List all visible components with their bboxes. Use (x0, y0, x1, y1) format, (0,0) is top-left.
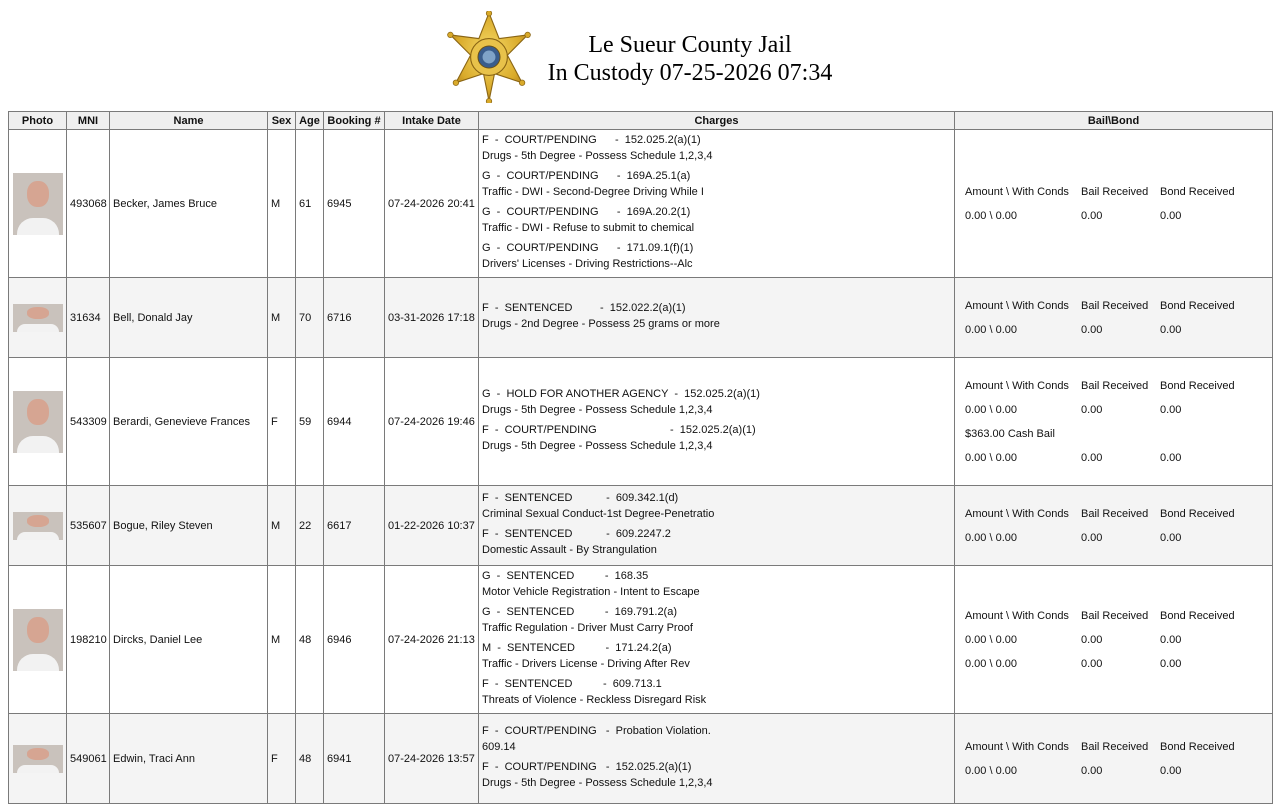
bail-note: $363.00 Cash Bail (965, 427, 1055, 440)
booking-cell: 6716 (324, 278, 385, 358)
bail-value: 0.00 \ 0.00 (965, 451, 1017, 464)
charge-status-statute: F - SENTENCED - 609.2247.2 (482, 527, 671, 540)
bail-cell (955, 566, 1273, 714)
sex-cell: M (268, 278, 296, 358)
bail-value: 0.00 \ 0.00 (965, 531, 1017, 544)
intake-date-cell: 03-31-2026 17:18 (385, 278, 479, 358)
charge-entry (482, 240, 951, 272)
charge-description: Criminal Sexual Conduct-1st Degree-Penetratio (482, 507, 715, 520)
charge-status-statute: G - COURT/PENDING - 171.09.1(f)(1) (482, 241, 694, 254)
booking-cell: 6944 (324, 358, 385, 486)
bail-cell (955, 486, 1273, 566)
charges-cell (479, 714, 955, 804)
intake-date-cell: 07-24-2026 21:13 (385, 566, 479, 714)
name-cell: Dircks, Daniel Lee (110, 566, 268, 714)
charge-status-statute: F - SENTENCED - 609.713.1 (482, 677, 662, 690)
bail-value: 0.00 (1160, 764, 1182, 777)
col-mni: MNI (67, 112, 110, 130)
charge-entry (482, 490, 951, 522)
bail-label-amount: Amount \ With Conds (965, 740, 1069, 753)
charge-entry (482, 568, 951, 600)
charges-cell (479, 486, 955, 566)
charge-status-statute: F - COURT/PENDING - 152.025.2(a)(1) (482, 760, 692, 773)
bail-cell (955, 358, 1273, 486)
bail-value: 0.00 \ 0.00 (965, 323, 1017, 336)
bail-grid (958, 604, 1269, 652)
bail-label-received: Bail Received (1081, 507, 1149, 520)
table-header-row (9, 112, 1273, 130)
sex-cell: F (268, 714, 296, 804)
charges-cell (479, 566, 955, 714)
inmate-table (8, 111, 1273, 804)
intake-date-cell: 07-24-2026 13:57 (385, 714, 479, 804)
bail-value: 0.00 \ 0.00 (965, 403, 1017, 416)
charge-status-statute: F - COURT/PENDING - 152.025.2(a)(1) (482, 133, 701, 146)
bail-value: 0.00 (1160, 451, 1182, 464)
mugshot-photo[interactable] (13, 609, 63, 671)
mni-cell: 31634 (67, 278, 110, 358)
charge-entry (482, 422, 951, 454)
bail-label-bond: Bond Received (1160, 740, 1235, 753)
bail-grid-extra (958, 652, 1269, 676)
bail-label-bond: Bond Received (1160, 379, 1235, 392)
bail-label-bond: Bond Received (1160, 609, 1235, 622)
bail-value: 0.00 (1160, 209, 1182, 222)
age-cell: 22 (296, 486, 324, 566)
name-cell: Becker, James Bruce (110, 130, 268, 278)
charge-status-statute: G - COURT/PENDING - 169A.25.1(a) (482, 169, 691, 182)
charge-status-statute: F - SENTENCED - 609.342.1(d) (482, 491, 679, 504)
charge-description: Drugs - 5th Degree - Possess Schedule 1,2,3,4 (482, 149, 713, 162)
charge-description: Motor Vehicle Registration - Intent to Escape (482, 585, 700, 598)
name-cell: Berardi, Genevieve Frances (110, 358, 268, 486)
table-row (9, 486, 1273, 566)
charge-status-statute: G - SENTENCED - 169.791.2(a) (482, 605, 678, 618)
photo-cell (9, 358, 67, 486)
charge-status-statute: M - SENTENCED - 171.24.2(a) (482, 641, 672, 654)
charges-cell (479, 130, 955, 278)
charge-entry (482, 640, 951, 672)
mni-cell: 535607 (67, 486, 110, 566)
bail-label-amount: Amount \ With Conds (965, 507, 1069, 520)
sex-cell: M (268, 566, 296, 714)
bail-cell (955, 130, 1273, 278)
charge-entry (482, 300, 951, 332)
bail-value: 0.00 (1081, 451, 1103, 464)
bail-label-received: Bail Received (1081, 740, 1149, 753)
col-charges: Charges (479, 112, 955, 130)
age-cell: 48 (296, 566, 324, 714)
charge-description: Drivers' Licenses - Driving Restrictions--Alc (482, 257, 693, 270)
bail-label-received: Bail Received (1081, 609, 1149, 622)
bail-value: 0.00 (1081, 531, 1103, 544)
charge-description: Drugs - 5th Degree - Possess Schedule 1,2,3,4 (482, 439, 713, 452)
charge-description: Drugs - 5th Degree - Possess Schedule 1,2,3,4 (482, 776, 713, 789)
title-block (510, 31, 870, 87)
photo-cell (9, 714, 67, 804)
charges-cell (479, 278, 955, 358)
charge-entry (482, 168, 951, 200)
charge-entry (482, 526, 951, 558)
age-cell: 61 (296, 130, 324, 278)
charge-description: 609.14 (482, 740, 516, 753)
bail-label-received: Bail Received (1081, 185, 1149, 198)
booking-cell: 6946 (324, 566, 385, 714)
bail-label-amount: Amount \ With Conds (965, 609, 1069, 622)
col-intake: Intake Date (385, 112, 479, 130)
bail-value: 0.00 \ 0.00 (965, 633, 1017, 646)
bail-value: 0.00 \ 0.00 (965, 657, 1017, 670)
col-age: Age (296, 112, 324, 130)
booking-cell: 6945 (324, 130, 385, 278)
charge-description: Domestic Assault - By Strangulation (482, 543, 657, 556)
bail-value: 0.00 (1081, 209, 1103, 222)
charge-status-statute: G - SENTENCED - 168.35 (482, 569, 649, 582)
bail-value: 0.00 \ 0.00 (965, 209, 1017, 222)
bail-label-bond: Bond Received (1160, 507, 1235, 520)
name-cell: Edwin, Traci Ann (110, 714, 268, 804)
mugshot-photo[interactable] (13, 512, 63, 540)
photo-cell (9, 566, 67, 714)
charges-cell (479, 358, 955, 486)
bail-grid (958, 180, 1269, 228)
intake-date-cell: 07-24-2026 20:41 (385, 130, 479, 278)
bail-grid (958, 294, 1269, 342)
col-bail: Bail\Bond (955, 112, 1273, 130)
charge-status-statute: G - HOLD FOR ANOTHER AGENCY - 152.025.2(a)(1) (482, 387, 760, 400)
bail-value: 0.00 (1160, 323, 1182, 336)
charge-description: Traffic - DWI - Second-Degree Driving While I (482, 185, 704, 198)
bail-cell (955, 714, 1273, 804)
charge-entry (482, 604, 951, 636)
bail-label-bond: Bond Received (1160, 299, 1235, 312)
bail-grid (958, 502, 1269, 550)
mni-cell: 543309 (67, 358, 110, 486)
table-row (9, 566, 1273, 714)
mugshot-photo[interactable] (13, 745, 63, 773)
charge-status-statute: F - COURT/PENDING - Probation Violation. (482, 724, 711, 737)
charge-description: Drugs - 2nd Degree - Possess 25 grams or more (482, 317, 720, 330)
charge-entry (482, 759, 951, 791)
bail-label-amount: Amount \ With Conds (965, 185, 1069, 198)
page-title: Le Sueur County Jail (588, 32, 792, 58)
charge-entry (482, 676, 951, 708)
photo-cell (9, 486, 67, 566)
intake-date-cell: 01-22-2026 10:37 (385, 486, 479, 566)
name-cell: Bell, Donald Jay (110, 278, 268, 358)
booking-cell: 6941 (324, 714, 385, 804)
mugshot-photo[interactable] (13, 173, 63, 235)
sex-cell: M (268, 130, 296, 278)
charge-entry (482, 386, 951, 418)
bail-value: 0.00 (1081, 764, 1103, 777)
photo-cell (9, 278, 67, 358)
mni-cell: 493068 (67, 130, 110, 278)
table-row (9, 130, 1273, 278)
mni-cell: 549061 (67, 714, 110, 804)
col-photo: Photo (9, 112, 67, 130)
col-sex: Sex (268, 112, 296, 130)
mni-cell: 198210 (67, 566, 110, 714)
charge-description: Traffic - DWI - Refuse to submit to chemical (482, 221, 695, 234)
bail-value: 0.00 (1160, 403, 1182, 416)
col-name: Name (110, 112, 268, 130)
charge-description: Traffic Regulation - Driver Must Carry Proof (482, 621, 693, 634)
page-subtitle: In Custody 07-25-2026 07:34 (547, 60, 833, 86)
bail-value: 0.00 (1081, 633, 1103, 646)
charge-status-statute: G - COURT/PENDING - 169A.20.2(1) (482, 205, 691, 218)
charge-status-statute: F - SENTENCED - 152.022.2(a)(1) (482, 301, 686, 314)
age-cell: 48 (296, 714, 324, 804)
bail-grid-extra (958, 446, 1269, 470)
table-row (9, 278, 1273, 358)
table-row (9, 358, 1273, 486)
bail-value: 0.00 (1081, 323, 1103, 336)
charge-entry (482, 132, 951, 164)
bail-label-received: Bail Received (1081, 299, 1149, 312)
charge-entry (482, 723, 951, 755)
bail-value: 0.00 (1081, 403, 1103, 416)
bail-value: 0.00 (1081, 657, 1103, 670)
booking-cell: 6617 (324, 486, 385, 566)
bail-value: 0.00 \ 0.00 (965, 764, 1017, 777)
bail-grid (958, 374, 1269, 422)
bail-value: 0.00 (1160, 531, 1182, 544)
mugshot-photo[interactable] (13, 391, 63, 453)
age-cell: 70 (296, 278, 324, 358)
bail-value: 0.00 (1160, 633, 1182, 646)
table-row (9, 714, 1273, 804)
bail-label-amount: Amount \ With Conds (965, 299, 1069, 312)
photo-cell (9, 130, 67, 278)
mugshot-photo[interactable] (13, 304, 63, 332)
bail-label-received: Bail Received (1081, 379, 1149, 392)
bail-label-amount: Amount \ With Conds (965, 379, 1069, 392)
sex-cell: M (268, 486, 296, 566)
charge-description: Drugs - 5th Degree - Possess Schedule 1,2,3,4 (482, 403, 713, 416)
age-cell: 59 (296, 358, 324, 486)
intake-date-cell: 07-24-2026 19:46 (385, 358, 479, 486)
charge-description: Threats of Violence - Reckless Disregard Risk (482, 693, 707, 706)
page-header (0, 0, 1280, 111)
bail-label-bond: Bond Received (1160, 185, 1235, 198)
charge-entry (482, 204, 951, 236)
charge-status-statute: F - COURT/PENDING - 152.025.2(a)(1) (482, 423, 756, 436)
bail-cell (955, 278, 1273, 358)
charge-description: Traffic - Drivers License - Driving After Rev (482, 657, 690, 670)
bail-grid (958, 735, 1269, 783)
name-cell: Bogue, Riley Steven (110, 486, 268, 566)
bail-value: 0.00 (1160, 657, 1182, 670)
sex-cell: F (268, 358, 296, 486)
col-booking: Booking # (324, 112, 385, 130)
